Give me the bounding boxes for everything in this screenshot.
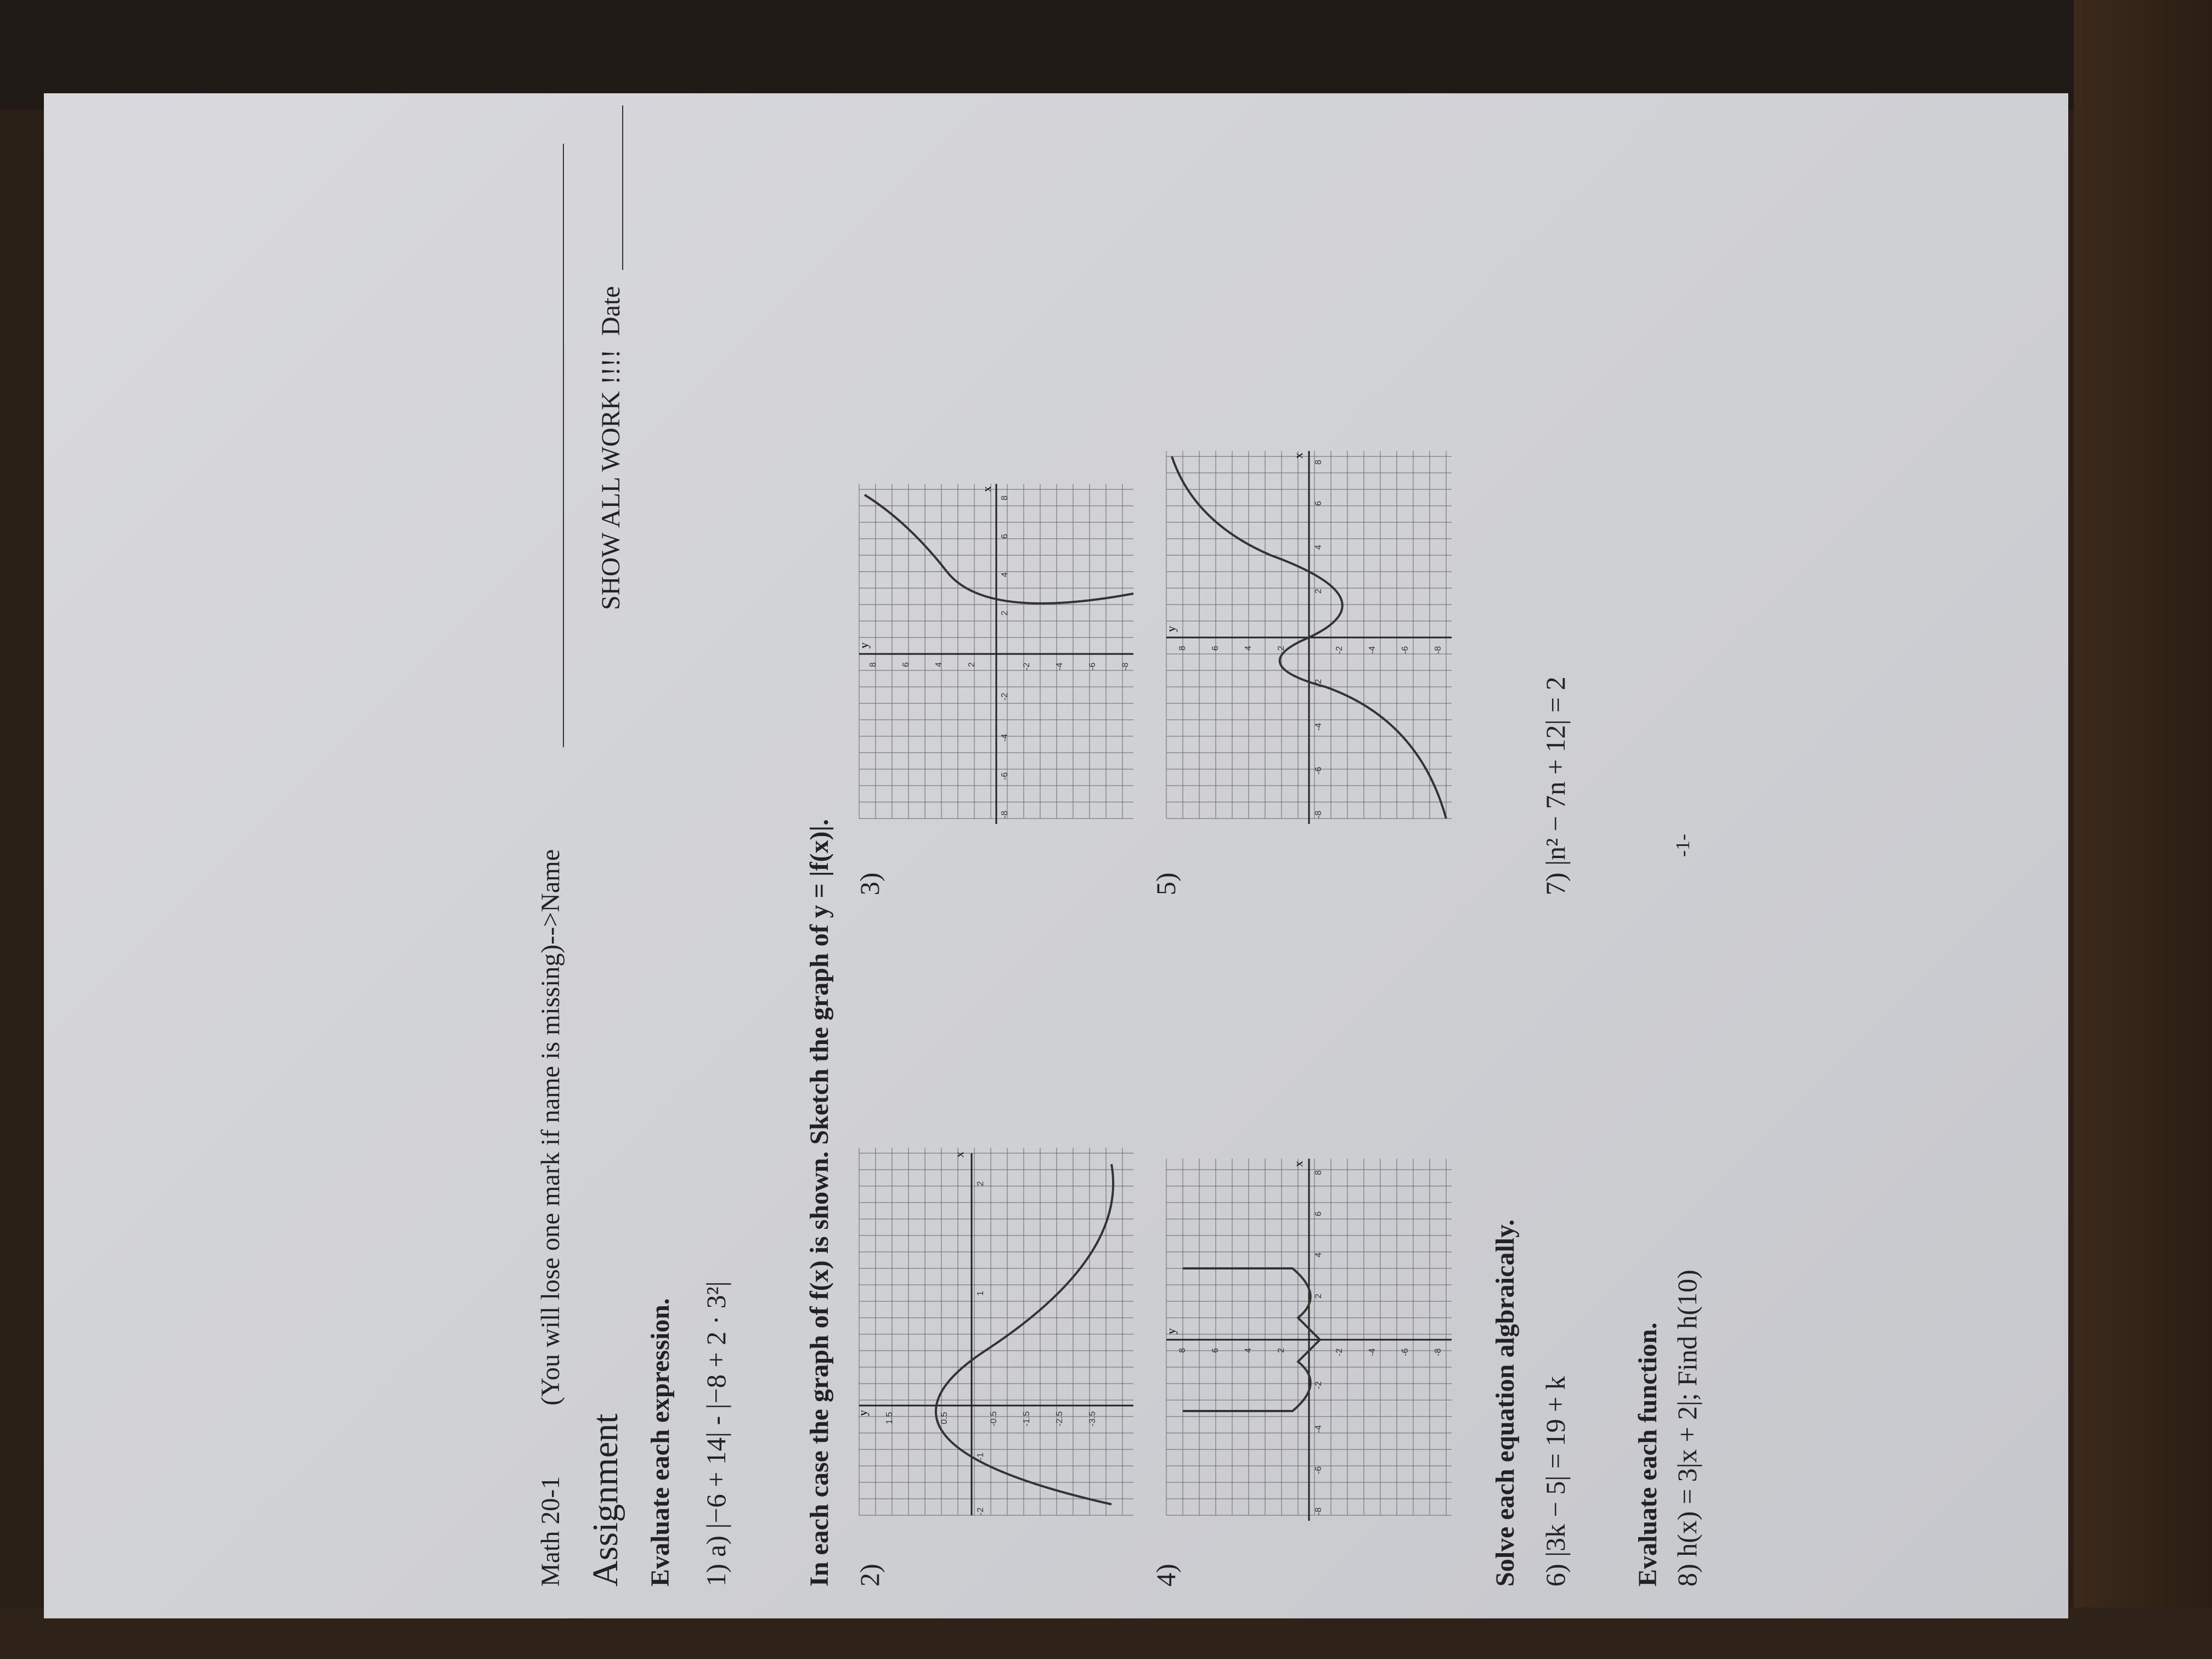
graph-4-y-tick: 8	[1178, 1348, 1187, 1353]
graph-2-x-label: x	[952, 1152, 966, 1158]
graph-5-y-tick: 8	[1178, 646, 1187, 651]
question-8: 8) h(x) = 3|x + 2|; Find h(10)	[1672, 1269, 1702, 1587]
graph-4-y-tick: 6	[1211, 1348, 1220, 1353]
question-7: 7) |n² − 7n + 12| = 2	[1540, 676, 1571, 895]
page-title: Assignment	[585, 1413, 625, 1587]
graph-2-y-tick: -1.5	[1022, 1411, 1031, 1426]
date-line[interactable]	[622, 105, 623, 270]
graph-3-y-tick: -4	[1055, 662, 1064, 670]
question-2-label: 2)	[854, 1564, 885, 1587]
show-work-note: SHOW ALL WORK !!!!	[596, 349, 625, 610]
graph-3-y-tick: -6	[1088, 662, 1097, 670]
graph-2-x-tick: -1	[976, 1452, 985, 1460]
date-label: Date	[596, 286, 625, 336]
graph-4-y-tick: 4	[1244, 1348, 1253, 1353]
graph-4-x-tick: 4	[1314, 1252, 1323, 1257]
graph-5-y-label: y	[1164, 626, 1178, 632]
graph-2-y-tick: -3.5	[1088, 1411, 1097, 1426]
graph-5-x-label: x	[1291, 453, 1305, 459]
graph-5	[1161, 445, 1457, 830]
question-1: 1) a) |−6 + 14| - |−8 + 2 · 3²|	[701, 1281, 731, 1587]
graph-5-y-tick: -2	[1335, 646, 1344, 654]
graph-5-x-tick: 2	[1314, 589, 1323, 594]
graph-3-x-tick: -8	[1000, 810, 1009, 819]
graph-4-x-tick: -8	[1314, 1507, 1323, 1515]
graph-3-x-tick: -6	[1000, 772, 1009, 780]
graph-2-x-tick: 2	[976, 1181, 985, 1186]
question-4-label: 4)	[1150, 1564, 1181, 1587]
graph-4-x-tick: -2	[1314, 1381, 1323, 1389]
name-prompt: (You will lose one mark if name is missing)-->Name	[536, 849, 565, 1406]
graph-3-y-tick: -8	[1121, 662, 1130, 670]
section-sketch-instruction: In each case the graph of f(x) is shown. Sketch the graph of y = |f(x)|.	[805, 819, 834, 1587]
graph-2-x-tick: 1	[976, 1291, 985, 1296]
graph-2-y-tick: 1.5	[885, 1412, 894, 1424]
graph-4-y-tick: -2	[1335, 1348, 1344, 1356]
graph-3-x-tick: -4	[1000, 733, 1009, 742]
graph-3-y-tick: 2	[967, 662, 977, 667]
graph-3-x-tick: 6	[1000, 534, 1009, 539]
graph-5-x-tick: 8	[1314, 460, 1323, 465]
page-number: -1-	[1672, 834, 1694, 857]
graph-3-y-tick: 6	[901, 662, 911, 667]
graph-3-y-label: y	[857, 642, 871, 648]
graph-3	[854, 478, 1139, 830]
question-5-label: 5)	[1150, 872, 1181, 895]
graph-5-y-tick: 4	[1244, 646, 1253, 651]
question-6: 6) |3k − 5| = 19 + k	[1540, 1376, 1571, 1587]
graph-4-x-tick: 8	[1314, 1170, 1323, 1175]
section-evaluate-expression: Evaluate each expression.	[646, 1298, 675, 1587]
graph-3-y-tick: 8	[868, 662, 878, 667]
graph-3-x-label: x	[980, 486, 994, 492]
graph-4-y-tick: 2	[1277, 1348, 1286, 1353]
graph-4-x-label: x	[1291, 1161, 1305, 1167]
graph-2	[854, 1142, 1139, 1526]
graph-3-x-tick: 8	[1000, 495, 1009, 500]
graph-4-x-tick: -4	[1314, 1425, 1323, 1433]
course-code: Math 20-1	[536, 1476, 565, 1587]
graph-3-y-tick: -2	[1022, 662, 1031, 670]
graph-2-y-tick: -2.5	[1055, 1411, 1064, 1426]
graph-3-x-tick: 4	[1000, 572, 1009, 577]
graph-5-y-tick: 2	[1277, 646, 1286, 651]
graph-4-y-label: y	[1164, 1328, 1178, 1334]
graph-5-y-tick: -6	[1401, 646, 1410, 654]
graph-4-y-tick: -8	[1434, 1348, 1443, 1356]
name-line[interactable]	[563, 144, 564, 747]
graph-5-x-tick: 4	[1314, 545, 1323, 550]
graph-4	[1161, 1153, 1457, 1526]
wooden-table-edge	[2074, 0, 2212, 1659]
graph-2-y-tick: -0.5	[989, 1411, 998, 1426]
question-3-label: 3)	[854, 872, 885, 895]
graph-4-x-tick: -6	[1314, 1466, 1323, 1474]
graph-3-x-tick: 2	[1000, 611, 1009, 616]
graph-4-y-tick: -4	[1368, 1348, 1377, 1356]
graph-2-grid	[859, 1148, 1133, 1515]
worksheet	[503, 7, 1709, 1652]
graph-5-x-tick: -6	[1314, 766, 1323, 775]
graph-3-x-tick: -2	[1000, 692, 1009, 701]
graph-5-y-tick: -4	[1368, 646, 1377, 654]
graph-5-x-tick: -2	[1314, 679, 1323, 687]
graph-5-x-tick: 6	[1314, 501, 1323, 506]
section-solve-algebraically: Solve each equation algbraically.	[1491, 1219, 1520, 1587]
graph-5-y-tick: -8	[1434, 646, 1443, 654]
graph-2-y-label: y	[856, 1410, 870, 1416]
graph-5-x-tick: -8	[1314, 810, 1323, 819]
graph-2-x-tick: -2	[976, 1507, 985, 1515]
section-evaluate-function: Evaluate each function.	[1633, 1322, 1662, 1587]
graph-2-y-tick: 0.5	[940, 1412, 949, 1424]
graph-4-x-tick: 2	[1314, 1294, 1323, 1299]
graph-5-y-tick: 6	[1211, 646, 1220, 651]
graph-3-curve	[865, 495, 1133, 603]
graph-3-y-tick: 4	[934, 662, 944, 667]
graph-4-y-tick: -6	[1401, 1348, 1410, 1356]
graph-4-x-tick: 6	[1314, 1211, 1323, 1216]
graph-5-x-tick: -4	[1314, 723, 1323, 731]
